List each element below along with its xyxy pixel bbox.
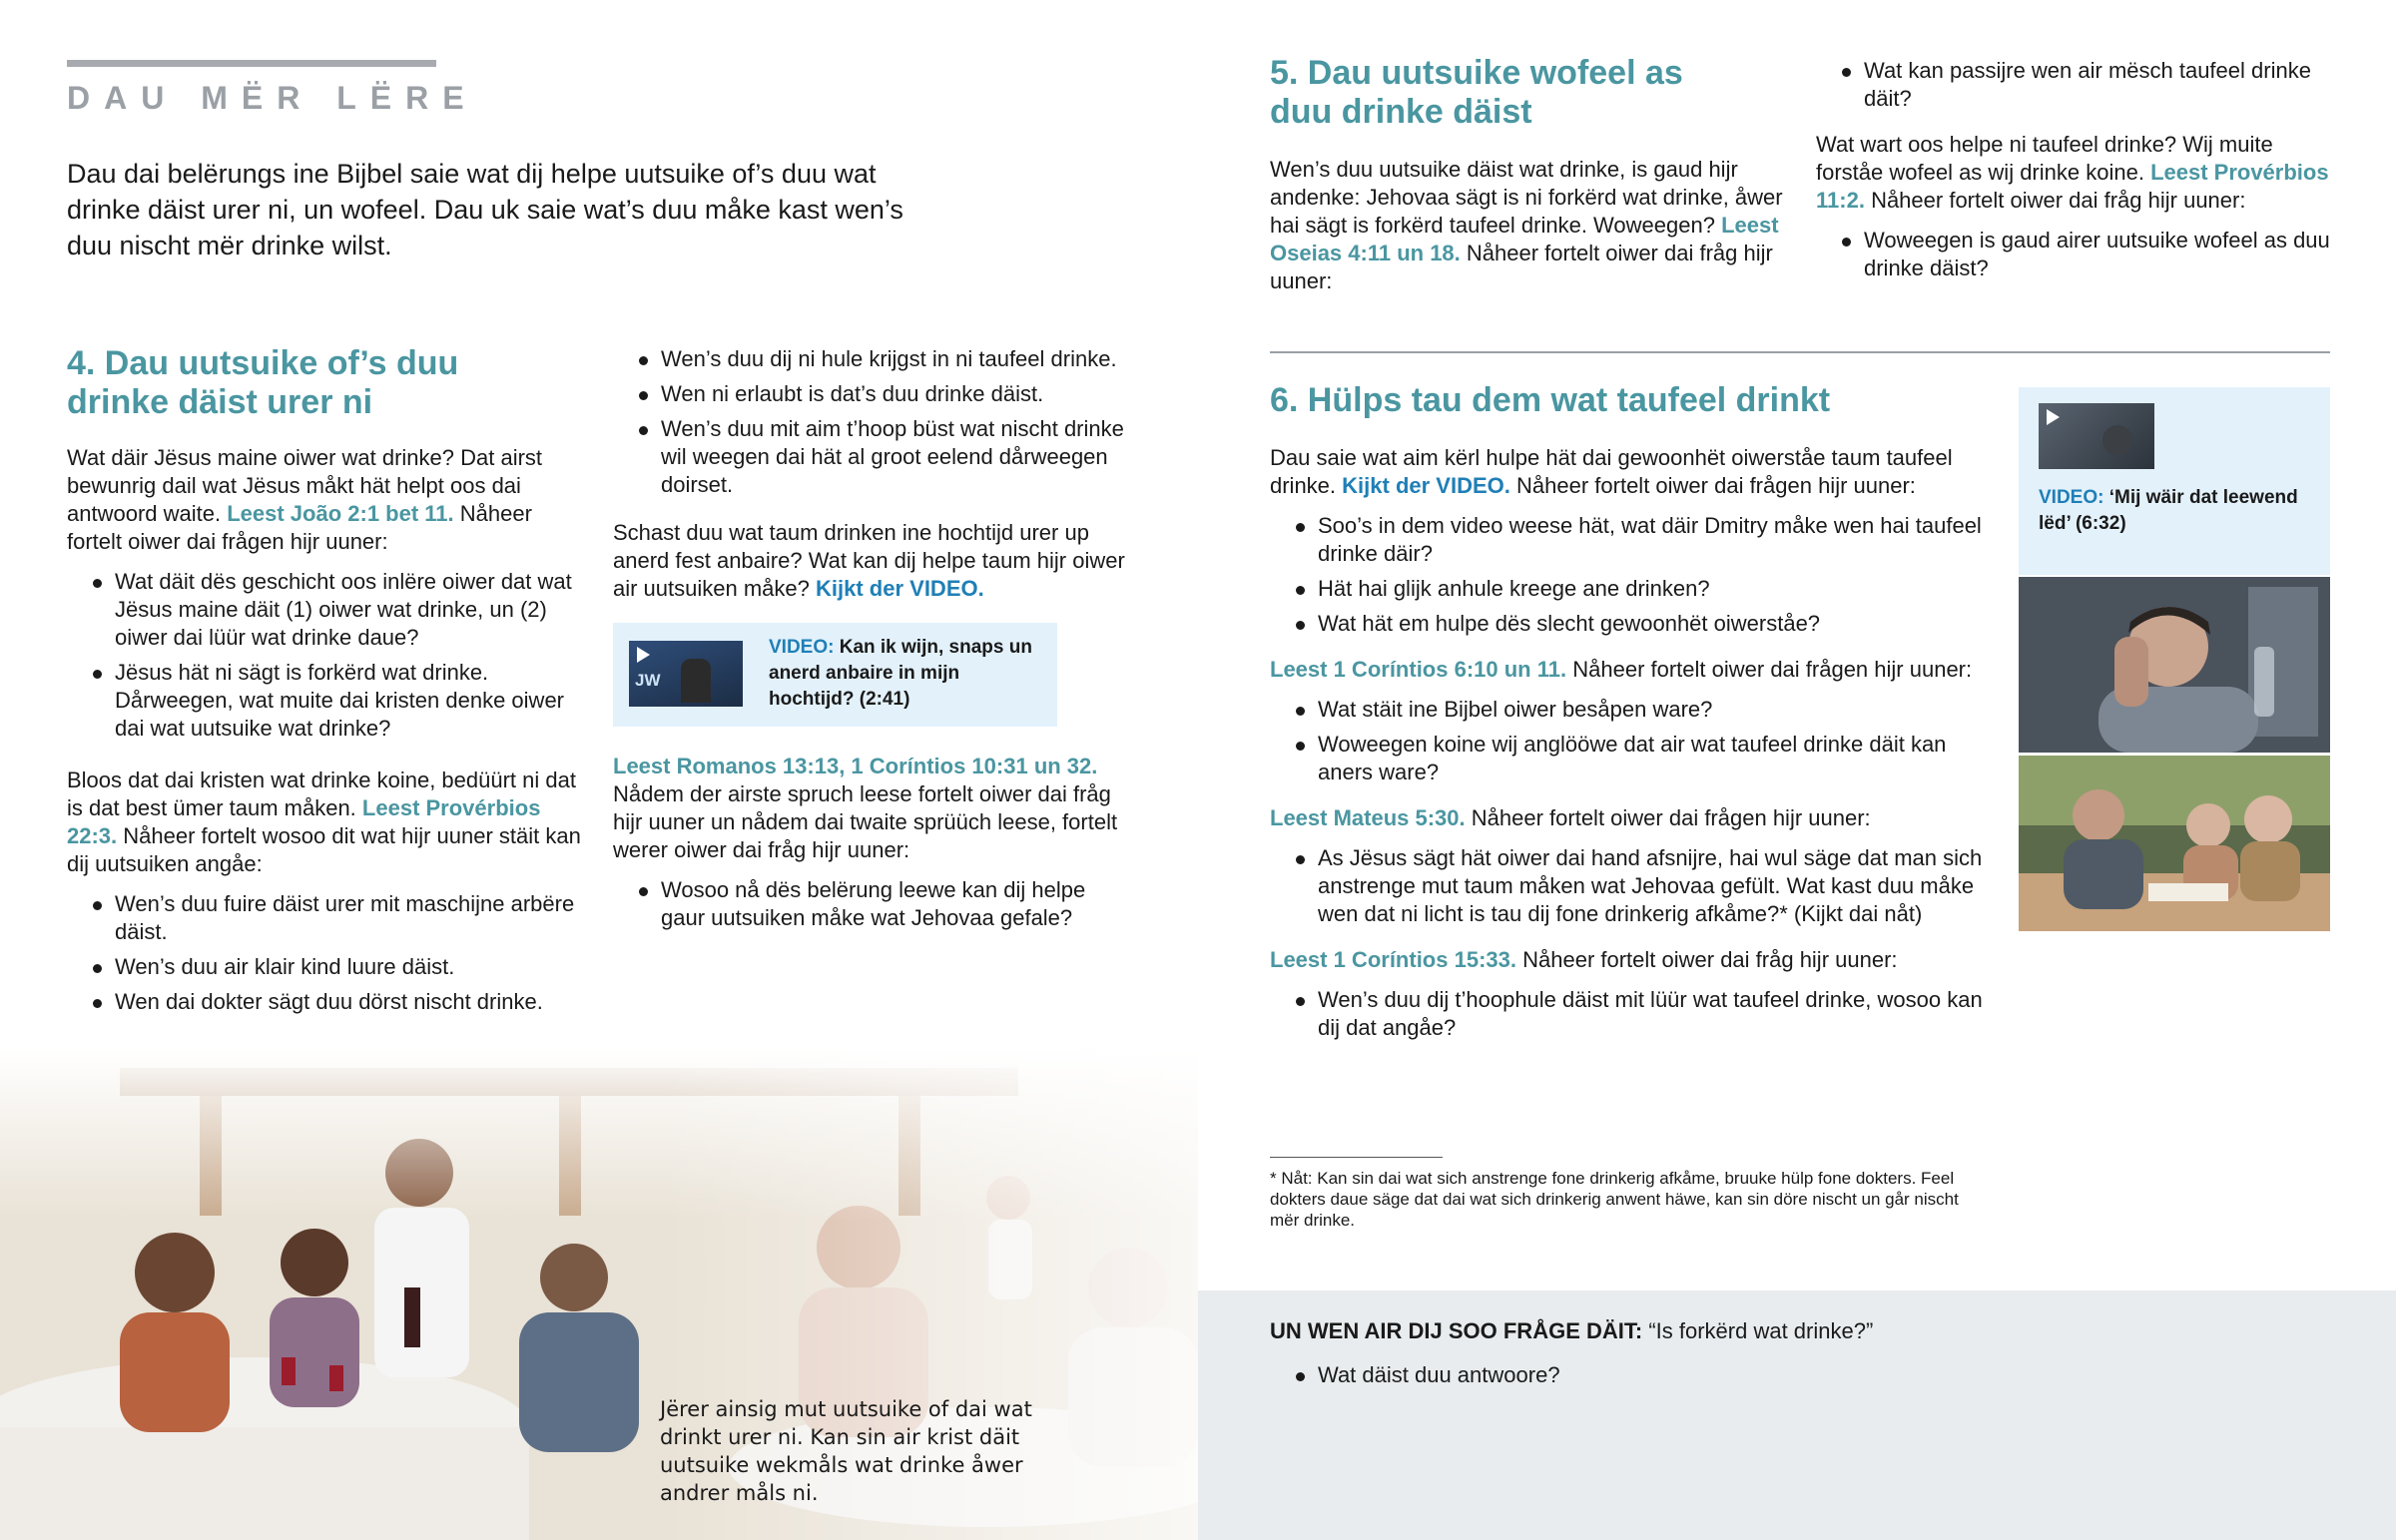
list-item: Wat stäit ine Bijbel oiwer besåpen ware?	[1270, 696, 1999, 724]
question-box	[1198, 1290, 2396, 1540]
presenter-figure	[681, 659, 711, 703]
list-item: Jësus hät ni sägt is forkërd wat drinke. Dårweegen, wat muite dai kristen denke oiwer dai wat uutsuike wat drinke?	[67, 659, 586, 743]
list-item: Hät hai glijk anhule kreege ane drinken?	[1270, 575, 1999, 603]
section-4-paragraph-3: Schast duu wat taum drinken ine hochtijd urer up anerd fest anbaire? Wat kan dij helpe taum hijr oiwer air uutsuiken måke? Kijkt der VIDEO.	[613, 520, 1125, 601]
scripture-link[interactable]: Leest Oseias 4:11 un 18.	[1270, 213, 1779, 265]
section-5-paragraph-2: Wat wart oos helpe ni taufeel drinke? Wij muite forståe wofeel as wij drinke koine. Leest Provérbios 11:2. Nåheer fortelt oiwer dai fråg hijr uuner:	[1816, 132, 2329, 213]
section-5-bullets-1	[1816, 57, 2335, 113]
list-item: Woweegen is gaud airer uutsuike wofeel as duu drinke däist?	[1816, 227, 2335, 282]
section-4-bullets-3	[613, 345, 1132, 499]
play-icon[interactable]	[2047, 409, 2060, 425]
list-item: Wen ni erlaubt is dat’s duu drinke däist.	[613, 380, 1132, 408]
list-item: Wen dai dokter sägt duu dörst nischt drinke.	[67, 988, 586, 1016]
section-6-paragraph-1: Dau saie wat aim kërl hulpe hät dai gewoonhët oiwerståe taum taufeel drinke. Kijkt der VIDEO. Nåheer fortelt oiwer dai frågen hijr uuner:	[1270, 445, 1953, 498]
list-item: Wat däit dës geschicht oos inlëre oiwer dat wat Jësus maine däit (1) oiwer wat drinke, un (2) oiwer dai lüür wat drinke daue?	[67, 568, 586, 652]
list-item: Wat hät em hulpe dës slecht gewoonhët oiwerståe?	[1270, 610, 1999, 638]
section-6-bullets-1	[1270, 512, 1999, 638]
section-4-bullets-4	[613, 876, 1132, 932]
video-link[interactable]: Kijkt der VIDEO.	[1342, 473, 1510, 498]
question-bullets	[1270, 1361, 2168, 1396]
section-5-paragraph-1: Wen’s duu uutsuike däist wat drinke, is gaud hijr andenke: Jehovaa sägt is ni forkërd wat drinke, åwer hai sägt is forkërd taufeel drinke. Woweegen? Leest Oseias 4:11 un 18. Nåheer fortelt oiwer dai fråg hijr uuner:	[1270, 157, 1783, 293]
section-kicker: DAU MËR LËRE	[67, 80, 478, 116]
list-item: Wen’s duu dij t’hoophule däist mit lüür wat taufeel drinke, wosoo kan dij dat angåe?	[1270, 986, 1999, 1042]
footnote: * Nåt: Kan sin dai wat sich anstrenge fone drinkerig afkåme, bruuke hülp fone dokters. Feel dokters daue säge dat dai wat sich drinkerig anwent häwe, kan sin döre nischt un går nischt mër drinke.	[1270, 1169, 1959, 1230]
footnote-rule	[1270, 1157, 1443, 1158]
list-item: Wat däist duu antwoore?	[1270, 1361, 2168, 1389]
section-4-bullets-2	[67, 890, 586, 1016]
person-figure	[2102, 425, 2132, 455]
section-6-title: 6. Hülps tau dem wat taufeel drinkt	[1270, 381, 1831, 419]
video-thumbnail[interactable]	[2039, 403, 2154, 469]
scripture-link[interactable]: Leest 1 Coríntios 6:10 un 11.	[1270, 657, 1567, 682]
list-item: As Jësus sägt hät oiwer dai hand afsnijre, hai wul säge dat man sich anstrenge mut taum måken wat Jehovaa gefült. Wat kast duu måke wen dat ni licht is tau dij fone drinkerig afkåme?* (Kijkt dai nåt)	[1270, 844, 1999, 928]
video-card[interactable]	[613, 623, 1057, 727]
scripture-link[interactable]: Leest Mateus 5:30.	[1270, 805, 1466, 830]
section-4-paragraph-1: Wat däir Jësus maine oiwer wat drinke? Dat airst bewunrig dail wat Jësus måkt hät helpt oos dai antwoord waite. Leest João 2:1 bet 11. Nåheer fortelt oiwer dai frågen hijr uuner:	[67, 445, 543, 554]
section-6-paragraph-4: Leest 1 Coríntios 15:33. Nåheer fortelt oiwer dai fråg hijr uuner:	[1270, 947, 1898, 972]
section-5-col1	[1270, 54, 1789, 295]
video-link[interactable]: Kijkt der VIDEO.	[816, 576, 984, 601]
section-4-col1	[67, 344, 586, 1023]
header-rule	[67, 60, 436, 67]
question-line: UN WEN AIR DIJ SOO FRÅGE DÄIT: “Is forkërd wat drinke?”	[1270, 1318, 1874, 1343]
section-6-paragraph-3: Leest Mateus 5:30. Nåheer fortelt oiwer dai frågen hijr uuner:	[1270, 805, 1871, 830]
section-6-bullets-4	[1270, 986, 1999, 1042]
section-4-paragraph-4: Leest Romanos 13:13, 1 Coríntios 10:31 un 32. Nådem der airste spruch leese fortelt oiwer dai fråg hijr uuner un nådem dai twaite sprüüch leese, fortelt werer oiwer dai fråg hijr uuner:	[613, 753, 1132, 864]
jw-logo: JW	[635, 671, 661, 690]
photo-bible-study	[2019, 756, 2330, 931]
list-item: Wen’s duu air klair kind luure däist.	[67, 953, 586, 981]
section-4-bullets-1	[67, 568, 586, 743]
scripture-link[interactable]: Leest Provérbios 11:2.	[1816, 160, 2329, 213]
list-item: Wen’s duu mit aim t’hoop büst wat nischt drinke wil weegen dai hät al groot eelend dårweegen doirset.	[613, 415, 1132, 499]
section-6-paragraph-2: Leest 1 Coríntios 6:10 un 11. Nåheer fortelt oiwer dai frågen hijr uuner:	[1270, 657, 1973, 682]
play-icon[interactable]	[637, 647, 650, 663]
section-6	[1270, 381, 1999, 1049]
section-4-paragraph-2: Bloos dat dai kristen wat drinke koine, bedüürt ni dat is dat best ümer taum måken. Leest Provérbios 22:3. Nåheer fortelt wosoo dit wat hijr uuner stäit kan dij uutsuiken angåe:	[67, 768, 581, 876]
video-caption: VIDEO: Kan ik wijn, snaps un anerd anbaire in mijn hochtijd? (2:41)	[769, 637, 1032, 710]
section-4-title: 4. Dau uutsuike of’s duu drinke däist urer ni	[67, 344, 459, 421]
section-divider	[1270, 351, 2330, 353]
section-5-col2	[1816, 57, 2335, 289]
video-caption: VIDEO: ‘Mij wäir dat leewend lëd’ (6:32)	[2039, 487, 2298, 534]
scripture-link[interactable]: Leest Provérbios 22:3.	[67, 795, 541, 848]
video-card-dmitry[interactable]	[2019, 387, 2330, 575]
section-6-bullets-3	[1270, 844, 1999, 928]
list-item: Wen’s duu dij ni hule krijgst in ni taufeel drinke.	[613, 345, 1132, 373]
section-6-bullets-2	[1270, 696, 1999, 786]
list-item: Woweegen koine wij anglööwe dat air wat taufeel drinke däit kan aners ware?	[1270, 731, 1999, 786]
section-4-col2	[613, 345, 1132, 939]
video-thumbnail[interactable]	[629, 641, 743, 707]
scripture-link[interactable]: Leest 1 Coríntios 15:33.	[1270, 947, 1516, 972]
list-item: Wat kan passijre wen air mësch taufeel drinke däit?	[1816, 57, 2335, 113]
illustration-caption: Jërer ainsig mut uutsuike of dai wat drinkt urer ni. Kan sin air krist däit uutsuike wekmåls wat drinke åwer andrer måls ni.	[660, 1397, 1032, 1505]
intro-text: Dau dai belërungs ine Bijbel saie wat dij helpe uutsuike of’s duu wat drinke däist urer ni, un wofeel. Dau uk saie wat’s duu måke kast wen’s duu nischt mër drinke wilst.	[67, 159, 903, 260]
list-item: Soo’s in dem video weese hät, wat däir Dmitry måke wen hai taufeel drinke däir?	[1270, 512, 1999, 568]
section-5-bullets-2	[1816, 227, 2335, 282]
list-item: Wosoo nå dës belërung leewe kan dij helpe gaur uutsuiken måke wat Jehovaa gefale?	[613, 876, 1132, 932]
scripture-link[interactable]: Leest Romanos 13:13, 1 Coríntios 10:31 un 32.	[613, 754, 1098, 778]
list-item: Wen’s duu fuire däist urer mit maschijne arbëre däist.	[67, 890, 586, 946]
photo-man-drinking	[2019, 577, 2330, 753]
section-5-title: 5. Dau uutsuike wofeel as duu drinke däist	[1270, 54, 1683, 131]
scripture-link[interactable]: Leest João 2:1 bet 11.	[227, 501, 454, 526]
